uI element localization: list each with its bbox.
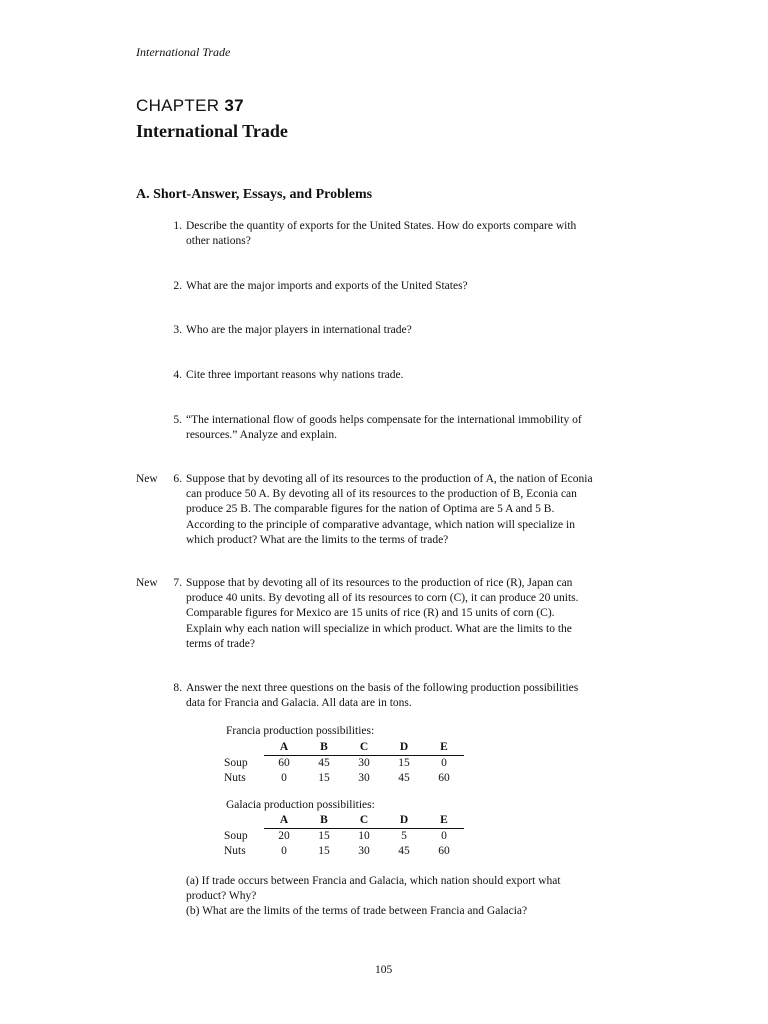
table-cell: 0 — [441, 830, 447, 842]
column-header: D — [384, 740, 424, 756]
question-number: 7. — [173, 577, 182, 589]
table-header-row — [224, 740, 464, 756]
chapter-word: CHAPTER — [136, 96, 220, 115]
column-header: E — [424, 813, 464, 829]
row-label: Soup — [224, 756, 248, 769]
section-heading: A. Short-Answer, Essays, and Problems — [136, 187, 373, 202]
question-text: Describe the quantity of exports for the United States. How do exports compare with other nations? — [186, 220, 577, 248]
table-cell: 20 — [278, 830, 290, 842]
question-tag: New — [136, 577, 158, 589]
table-cell: 0 — [441, 757, 447, 769]
galacia-table-caption: Galacia production possibilities: — [226, 799, 375, 811]
table-header-blank — [224, 813, 264, 829]
question-text: Answer the next three questions on the basis of the following production possibilities data for Francia and Galacia. All data are in tons. — [186, 682, 579, 710]
question-text: Cite three important reasons why nations trade. — [186, 369, 404, 381]
question-number: 8. — [173, 682, 182, 694]
chapter-title: International Trade — [136, 121, 288, 141]
column-header: C — [344, 740, 384, 756]
table-cell: 45 — [318, 757, 330, 769]
column-header: B — [304, 740, 344, 756]
table-cell: 30 — [358, 845, 370, 857]
question-number: 2. — [173, 280, 182, 292]
chapter-number: 37 — [224, 96, 244, 115]
table-cell: 30 — [358, 772, 370, 784]
row-label: Nuts — [224, 772, 246, 784]
table-cell: 60 — [438, 845, 450, 857]
question-number: 3. — [173, 324, 182, 336]
question-text: Suppose that by devoting all of its resources to the production of rice (R), Japan can produce 40 units. By devoting all of its resources to corn (C), it can produce 20 units. Comparable figures for Mexico are 15 units of rice (R) and 15 units of corn (C). Explain why each nation will specialize in which product. What are the limits to the terms of trade? — [186, 577, 579, 650]
table-row — [224, 829, 464, 845]
table-cell: 15 — [318, 772, 330, 784]
question-text: What are the major imports and exports of the United States? — [186, 280, 468, 292]
question-text: “The international flow of goods helps compensate for the international immobility of resources.” Analyze and explain. — [186, 414, 582, 442]
table-row — [224, 756, 464, 772]
column-header: E — [424, 740, 464, 756]
table-cell: 30 — [358, 757, 370, 769]
question-tag: New — [136, 473, 158, 485]
table-header-row — [224, 813, 464, 829]
column-header: C — [344, 813, 384, 829]
row-label: Soup — [224, 829, 248, 842]
table-cell: 0 — [281, 772, 287, 784]
question-number: 5. — [173, 414, 182, 426]
table-cell: 45 — [398, 845, 410, 857]
question-number: 4. — [173, 369, 182, 381]
row-label: Nuts — [224, 845, 246, 857]
francia-production-table — [224, 740, 464, 786]
question-number: 1. — [173, 220, 182, 232]
table-row — [224, 844, 464, 859]
question-text: Who are the major players in international trade? — [186, 324, 412, 336]
table-cell: 15 — [398, 757, 410, 769]
table-cell: 0 — [281, 845, 287, 857]
table-cell: 60 — [278, 757, 290, 769]
column-header: A — [264, 740, 304, 756]
table-cell: 5 — [401, 830, 407, 842]
column-header: D — [384, 813, 424, 829]
column-header: B — [304, 813, 344, 829]
table-row — [224, 771, 464, 786]
chapter-label — [136, 96, 244, 116]
column-header: A — [264, 813, 304, 829]
galacia-production-table — [224, 813, 464, 859]
question-text: Suppose that by devoting all of its resources to the production of A, the nation of Econia can produce 50 A. By devoting all of its resources to the production of B, Econia can produce 25 B. The comparable figures for the nation of Optima are 5 A and 5 B. According to the principle of comparative advantage, which nation will specialize in which product? What are the limits to the terms of trade? — [186, 473, 593, 546]
table-cell: 45 — [398, 772, 410, 784]
table-cell: 10 — [358, 830, 370, 842]
francia-table-caption: Francia production possibilities: — [226, 725, 375, 737]
table-cell: 60 — [438, 772, 450, 784]
sub-question-b: (b) What are the limits of the terms of trade between Francia and Galacia? — [186, 905, 528, 917]
table-cell: 15 — [318, 845, 330, 857]
question-number: 6. — [173, 473, 182, 485]
table-cell: 15 — [318, 830, 330, 842]
sub-question-a: (a) If trade occurs between Francia and Galacia, which nation should export what product? Why? — [186, 875, 561, 903]
running-header: International Trade — [136, 45, 231, 59]
table-header-blank — [224, 740, 264, 756]
page-number: 105 — [375, 964, 393, 976]
